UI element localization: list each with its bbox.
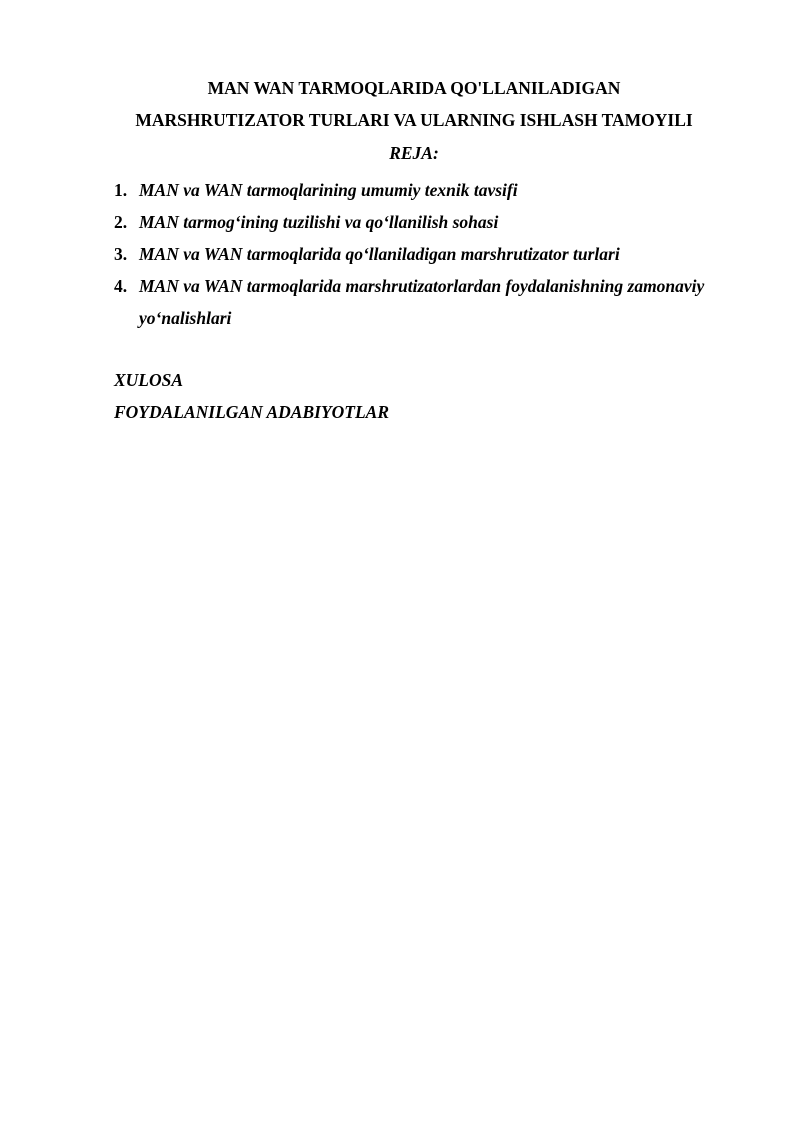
plan-list: [114, 174, 754, 334]
plan-item-2: [114, 206, 754, 238]
plan-item-number: 4.: [114, 276, 128, 296]
plan-item-1: [114, 174, 754, 206]
document-title-line-1: MAN WAN TARMOQLARIDA QO'LLANILADIGAN: [207, 78, 621, 98]
plan-item-text: MAN va WAN tarmoqlarida qo‘llaniladigan marshrutizator turlari: [139, 244, 620, 264]
plan-heading: REJA:: [389, 143, 439, 163]
plan-item-text: MAN tarmog‘ining tuzilishi va qo‘llanilish sohasi: [139, 212, 499, 232]
plan-item-text: MAN va WAN tarmoqlarida marshrutizatorlardan foydalanishning zamonaviy yo‘nalishlari: [139, 276, 705, 328]
plan-item-3: [114, 238, 754, 270]
references-heading: FOYDALANILGAN ADABIYOTLAR: [114, 402, 390, 422]
document-title-line-2: MARSHRUTIZATOR TURLARI VA ULARNING ISHLASH TAMOYILI: [135, 110, 693, 130]
conclusion-heading: XULOSA: [114, 370, 184, 390]
plan-item-number: 1.: [114, 180, 128, 200]
plan-item-number: 3.: [114, 244, 128, 264]
plan-item-number: 2.: [114, 212, 128, 232]
plan-item-4: [114, 270, 754, 334]
plan-item-text: MAN va WAN tarmoqlarining umumiy texnik tavsifi: [139, 180, 518, 200]
